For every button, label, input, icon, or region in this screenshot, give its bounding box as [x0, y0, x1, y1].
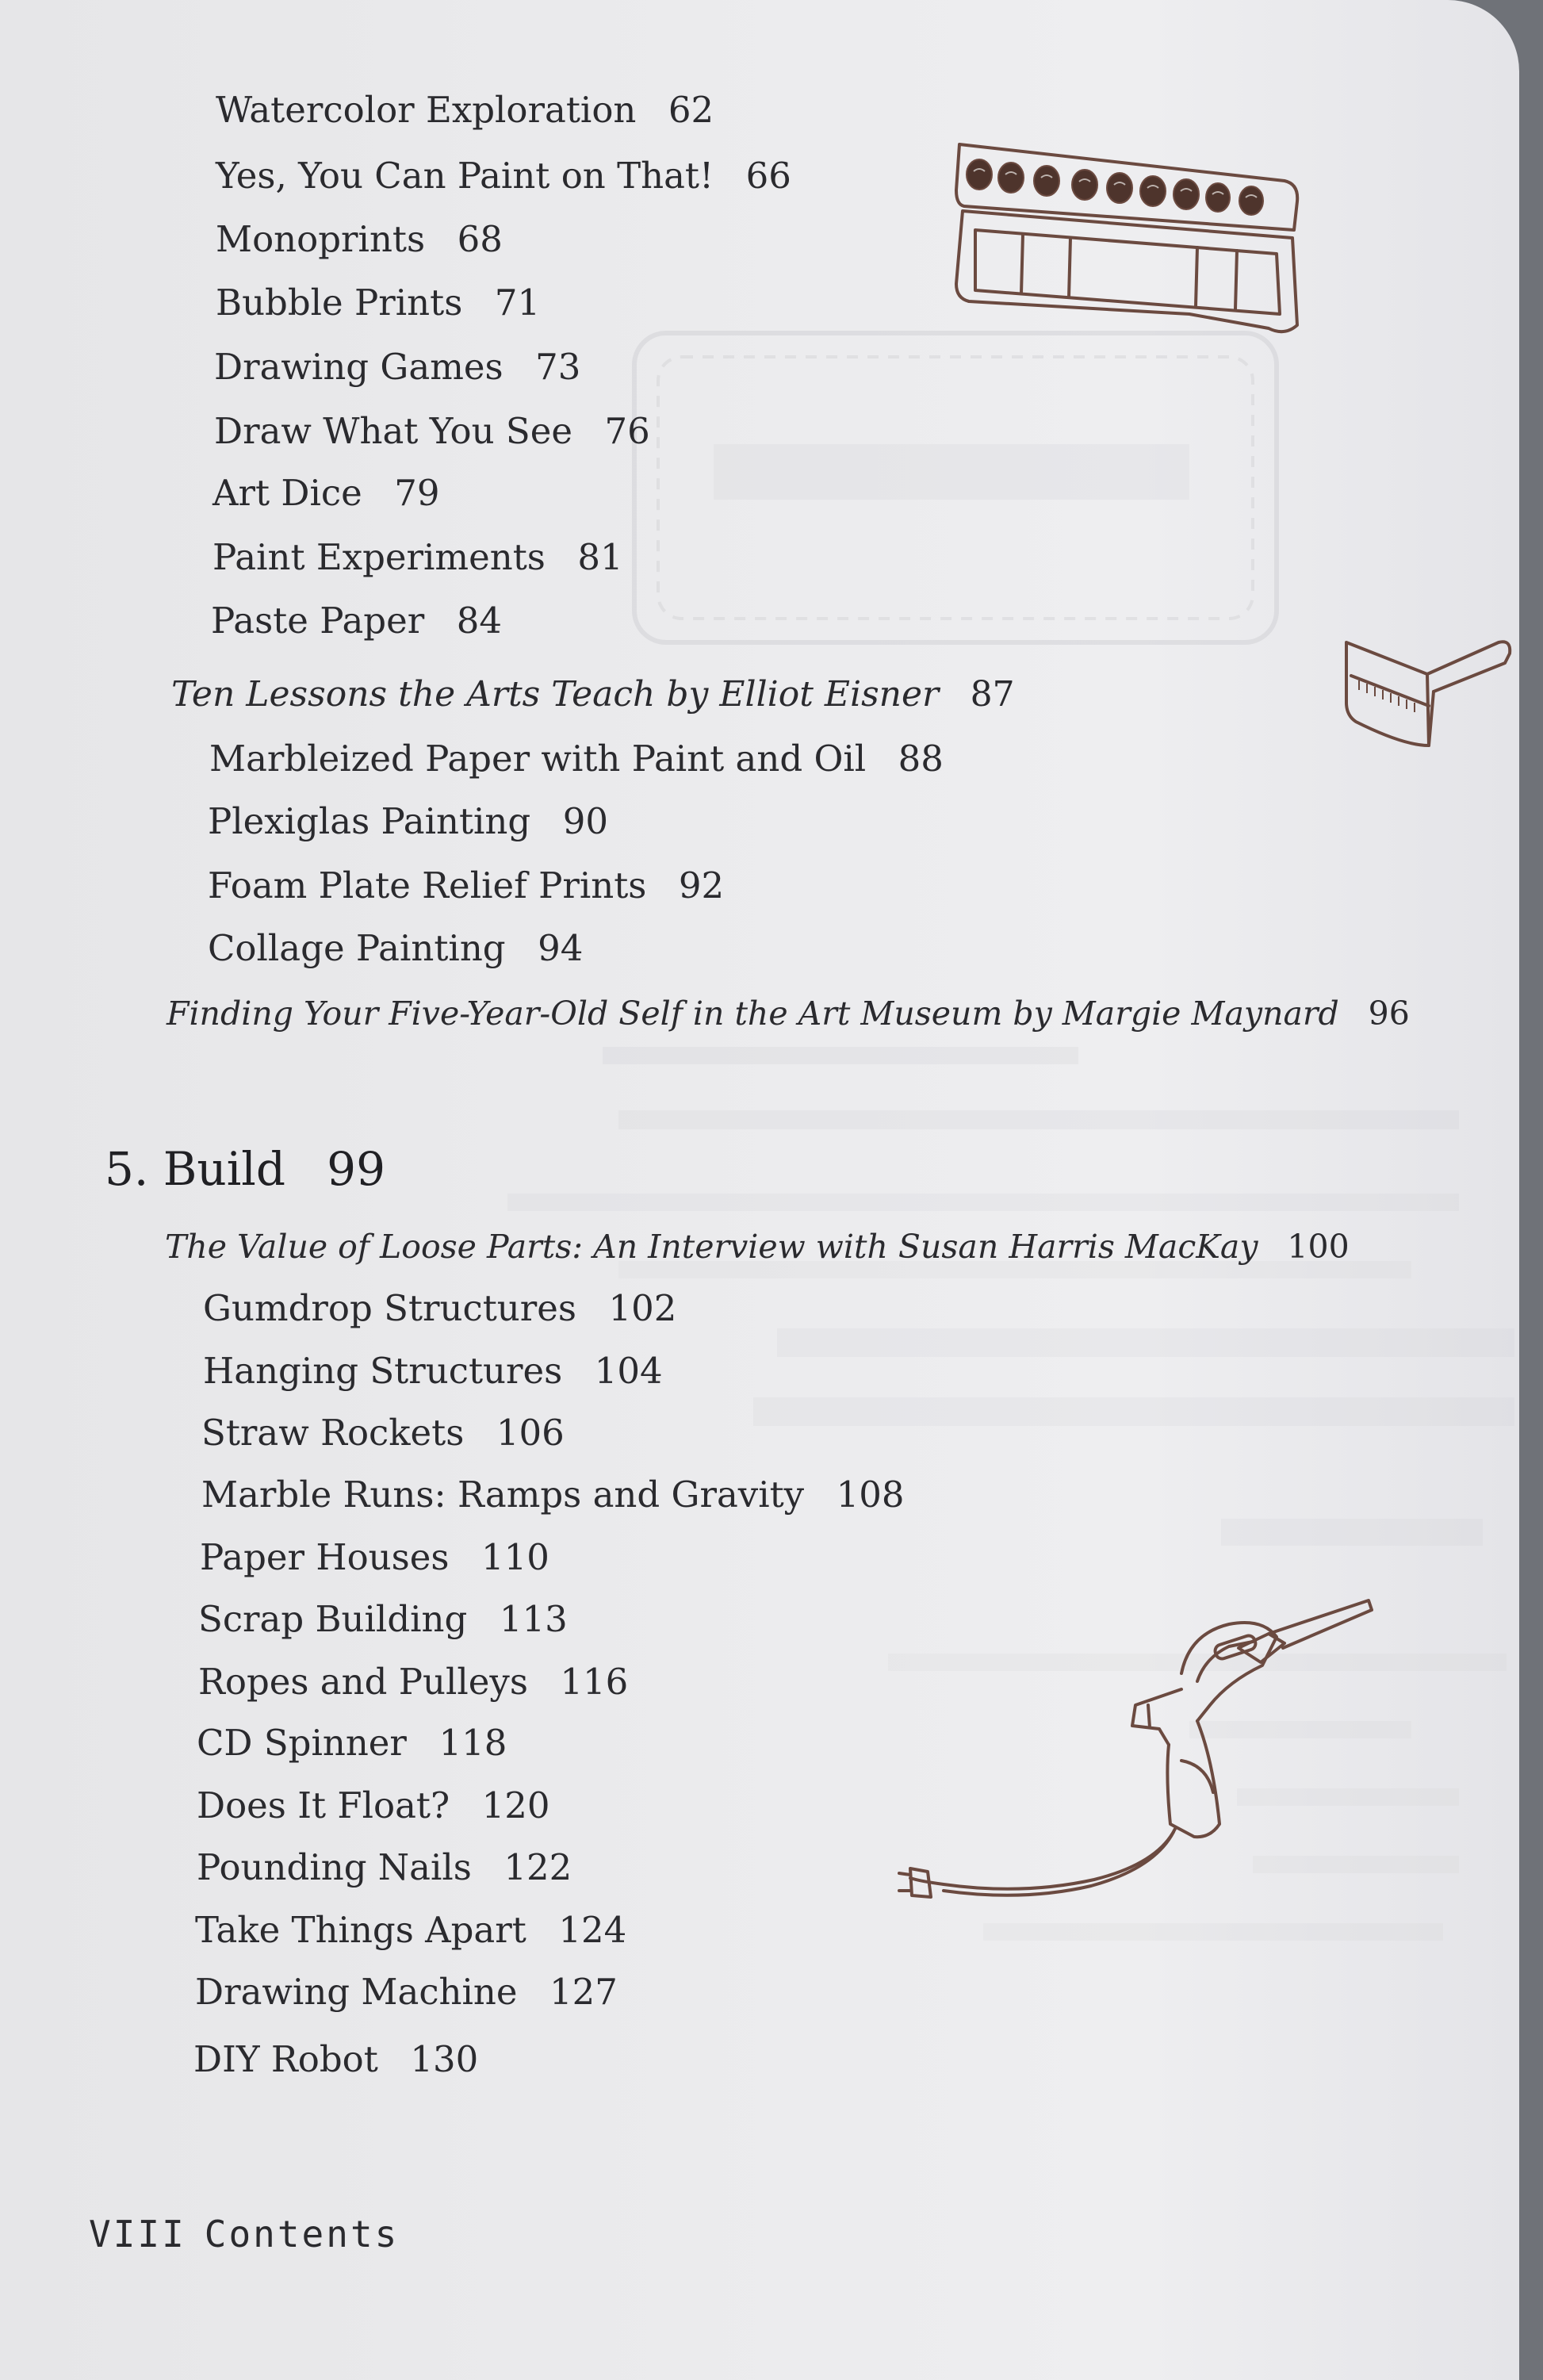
toc-entry-title: Drawing Machine	[195, 1971, 518, 2013]
toc-entry-title: Paste Paper	[211, 600, 425, 642]
chapter-page: 99	[327, 1142, 385, 1196]
toc-entry-title: Pounding Nails	[197, 1846, 472, 1888]
toc-entry-collage-painting	[208, 927, 583, 969]
toc-entry-page: 92	[678, 864, 725, 906]
chapter-heading-build	[105, 1142, 385, 1196]
toc-entry-paste-paper	[211, 600, 502, 642]
toc-entry-page: 84	[456, 600, 502, 642]
toc-entry-plexiglas-painting	[208, 800, 608, 842]
toc-entry-page: 71	[494, 282, 541, 324]
toc-entry-hanging-structures	[203, 1350, 663, 1392]
toc-entry-bubble-prints	[216, 282, 540, 324]
toc-entry-page: 90	[562, 800, 608, 842]
toc-entry-page: 88	[898, 738, 944, 780]
toc-entry-title: Paint Experiments	[212, 536, 546, 578]
toc-entry-foam-plate-relief	[208, 864, 724, 906]
toc-essay-finding-your-five-year-old-self	[167, 995, 1410, 1033]
chapter-title: 5. Build	[105, 1142, 285, 1196]
toc-entry-page: 66	[745, 155, 791, 197]
toc-entry-title: Scrap Building	[198, 1598, 468, 1640]
toc-entry-gumdrop-structures	[203, 1287, 676, 1329]
toc-entry-page: 102	[608, 1287, 677, 1329]
toc-entry-paint-experiments	[212, 536, 623, 578]
toc-entry-page: 120	[481, 1784, 550, 1826]
toc-entry-page: 122	[503, 1846, 572, 1888]
toc-entry-title: Does It Float?	[197, 1784, 450, 1826]
toc-entry-title: Marbleized Paper with Paint and Oil	[209, 738, 867, 780]
toc-entry-title: CD Spinner	[197, 1722, 407, 1764]
toc-entry-title: Drawing Games	[214, 346, 503, 388]
running-footer-title: Contents	[204, 2213, 400, 2255]
toc-entry-page: 116	[560, 1661, 629, 1703]
toc-essay-page: 100	[1287, 1228, 1350, 1266]
toc-essay-page: 96	[1368, 995, 1410, 1033]
toc-entry-page: 118	[438, 1722, 507, 1764]
toc-entry-page: 130	[410, 2038, 479, 2080]
toc-entry-page: 81	[577, 536, 623, 578]
toc-entry-draw-what-you-see	[214, 410, 650, 452]
toc-entry-page: 79	[394, 472, 440, 514]
toc-entry-drawing-games	[214, 346, 580, 388]
toc-entry-page: 127	[549, 1971, 618, 2013]
toc-entry-page: 62	[668, 89, 714, 131]
toc-entry-pounding-nails	[197, 1846, 572, 1888]
toc-entry-diy-robot	[193, 2038, 478, 2080]
toc-entry-title: Collage Painting	[208, 927, 506, 969]
page-footer	[89, 2213, 399, 2255]
glue-gun-icon	[896, 1586, 1372, 1919]
toc-entry-scrap-building	[198, 1598, 568, 1640]
toc-entry-title: DIY Robot	[193, 2038, 378, 2080]
paint-scraper-icon	[1340, 627, 1514, 769]
toc-entry-paper-houses	[200, 1536, 549, 1578]
toc-entry-does-it-float	[197, 1784, 550, 1826]
toc-essay-value-of-loose-parts	[165, 1228, 1350, 1266]
toc-entry-title: Take Things Apart	[195, 1909, 526, 1951]
toc-entry-cd-spinner	[197, 1722, 507, 1764]
toc-entry-drawing-machine	[195, 1971, 618, 2013]
toc-entry-art-dice	[212, 472, 439, 514]
toc-entry-page: 110	[481, 1536, 549, 1578]
toc-essay-ten-lessons	[171, 674, 1015, 715]
toc-entry-title: Monoprints	[216, 218, 426, 260]
toc-entry-title: Art Dice	[212, 472, 362, 514]
toc-entry-page: 124	[558, 1909, 627, 1951]
toc-entry-monoprints	[216, 218, 503, 260]
toc-entry-ropes-and-pulleys	[198, 1661, 628, 1703]
toc-entry-watercolor-exploration	[216, 89, 714, 131]
toc-entry-page: 68	[457, 218, 503, 260]
page-number-roman: VIII	[89, 2213, 186, 2255]
toc-entry-page: 104	[594, 1350, 663, 1392]
toc-entry-marble-runs	[201, 1474, 905, 1516]
toc-entry-title: Straw Rockets	[201, 1412, 465, 1454]
toc-essay-title: Finding Your Five-Year-Old Self in the Art Museum by Margie Maynard	[167, 995, 1339, 1033]
toc-entry-title: Hanging Structures	[203, 1350, 563, 1392]
toc-entry-title: Foam Plate Relief Prints	[208, 864, 647, 906]
toc-entry-title: Marble Runs: Ramps and Gravity	[201, 1474, 805, 1516]
toc-entry-yes-you-can-paint	[216, 155, 791, 197]
toc-entry-title: Plexiglas Painting	[208, 800, 531, 842]
toc-essay-title: Ten Lessons the Arts Teach by Elliot Eisner	[171, 674, 940, 715]
toc-entry-straw-rockets	[201, 1412, 565, 1454]
toc-entry-page: 76	[604, 410, 650, 452]
toc-entry-title: Ropes and Pulleys	[198, 1661, 528, 1703]
toc-entry-page: 113	[499, 1598, 568, 1640]
toc-entry-page: 94	[538, 927, 584, 969]
toc-entry-page: 108	[836, 1474, 905, 1516]
toc-entry-title: Gumdrop Structures	[203, 1287, 577, 1329]
toc-essay-page: 87	[970, 674, 1015, 715]
toc-entry-title: Bubble Prints	[216, 282, 463, 324]
toc-entry-title: Yes, You Can Paint on That!	[216, 155, 714, 197]
toc-entry-title: Draw What You See	[214, 410, 572, 452]
toc-entry-marbleized-paper	[209, 738, 944, 780]
toc-entry-take-things-apart	[195, 1909, 626, 1951]
watercolor-palette-icon	[951, 135, 1308, 341]
toc-entry-title: Watercolor Exploration	[216, 89, 637, 131]
toc-entry-title: Paper Houses	[200, 1536, 450, 1578]
toc-essay-title: The Value of Loose Parts: An Interview with Susan Harris MacKay	[165, 1228, 1258, 1266]
toc-entry-page: 106	[496, 1412, 565, 1454]
toc-entry-page: 73	[535, 346, 581, 388]
